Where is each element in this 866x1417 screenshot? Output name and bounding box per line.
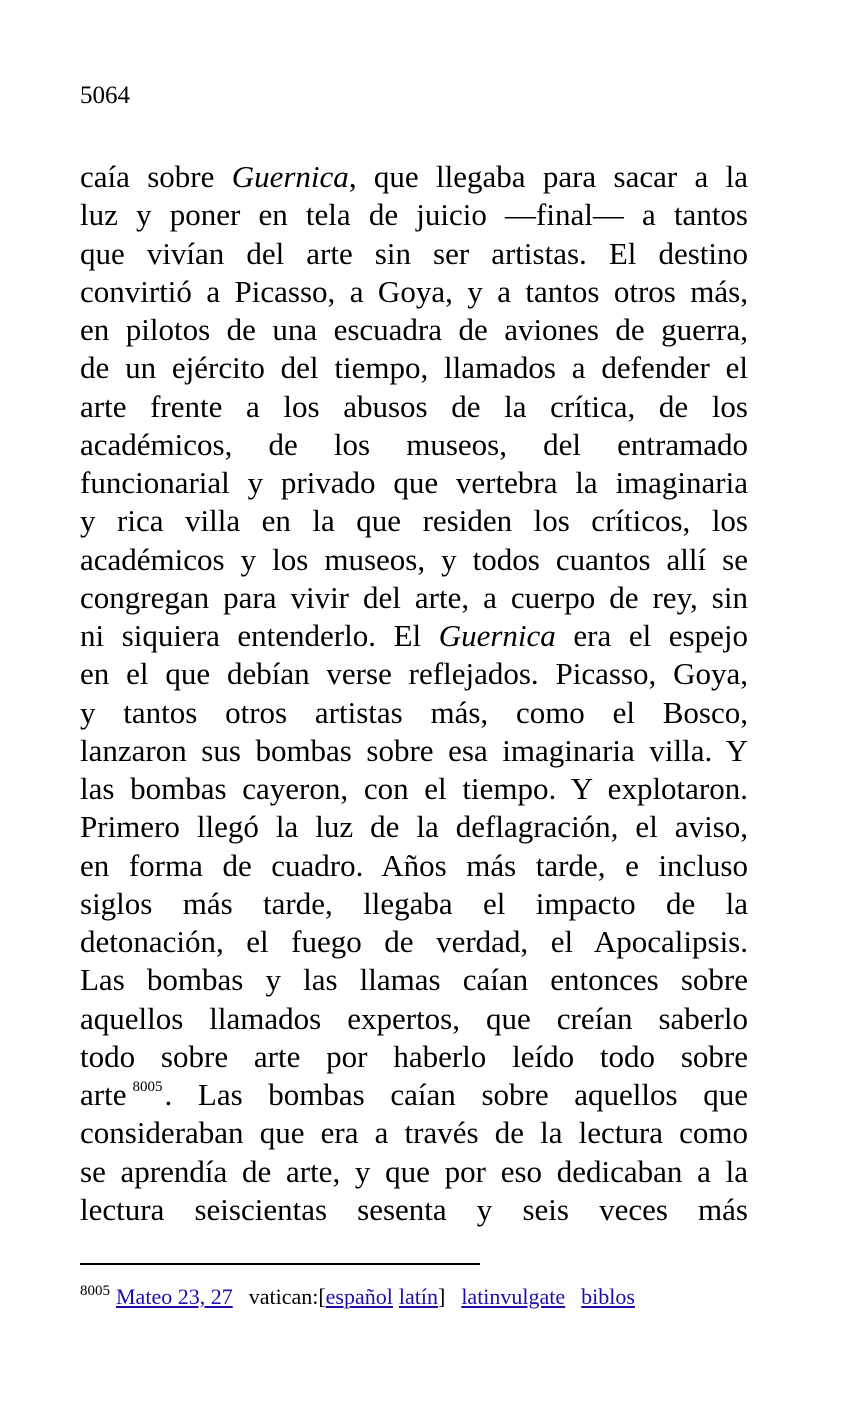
ref-line-start: arte	[80, 1077, 127, 1112]
footnote-divider	[80, 1263, 480, 1265]
text-segment: Las bombas y las llamas caían entonces sobre	[80, 962, 748, 998]
text-line	[80, 349, 748, 387]
text-line	[80, 1191, 748, 1229]
text-segment: lectura seiscientas sesenta y seis veces más	[80, 1191, 748, 1227]
text-segment: que vivían del arte sin ser artistas. El destino	[80, 235, 748, 271]
ref-line-end: . Las bombas caían sobre aquellos que	[164, 1077, 748, 1112]
text-segment: todo sobre arte por haberlo leído todo sobre	[80, 1038, 748, 1074]
text-segment: en el que debían verse reflejados. Picasso, Goya,	[80, 656, 748, 692]
text-segment: las bombas cayeron, con el tiempo. Y explotaron.	[80, 771, 748, 806]
text-line	[80, 541, 748, 579]
text-line	[80, 235, 748, 273]
text-segment: arte frente a los abusos de la crítica, de los	[80, 388, 748, 424]
paragraph-lines	[80, 158, 748, 1076]
text-line	[80, 1000, 748, 1038]
footnote-number: 8005	[80, 1283, 110, 1299]
text-segment: lanzaron sus bombas sobre esa imaginaria villa. Y	[80, 732, 748, 768]
text-line	[80, 732, 748, 770]
footnote-link-espanol[interactable]: español	[325, 1284, 393, 1309]
text-segment: consideraban que era a través de la lectura como	[80, 1115, 748, 1151]
text-line	[80, 426, 748, 464]
text-line	[80, 961, 748, 999]
text-line	[80, 847, 748, 885]
text-line	[80, 1114, 748, 1152]
text-segment: funcionarial y privado que vertebra la imaginaria	[80, 465, 748, 500]
body-text	[80, 158, 748, 1229]
italic-title: Guernica	[438, 618, 556, 653]
text-segment: en forma de cuadro. Años más tarde, e incluso	[80, 847, 748, 883]
footnote-link-latinvulgate[interactable]: latinvulgate	[461, 1284, 566, 1309]
text-line	[80, 196, 748, 234]
text-segment: y tantos otros artistas más, como el Bosco,	[80, 694, 748, 730]
text-line	[80, 273, 748, 311]
paragraph-lines-continued	[80, 1114, 748, 1229]
text-line	[80, 388, 748, 426]
text-line	[80, 1038, 748, 1076]
text-line	[80, 617, 748, 655]
page-number: 5064	[80, 82, 130, 109]
text-segment: era el espejo	[555, 618, 748, 653]
text-segment: aquellos llamados expertos, que creían saberlo	[80, 1000, 748, 1036]
text-segment: convirtió a Picasso, a Goya, y a tantos otros más,	[80, 273, 748, 309]
text-segment: en pilotos de una escuadra de aviones de guerra,	[80, 312, 748, 347]
footnote-link-mateo[interactable]: Mateo 23, 27	[116, 1284, 233, 1309]
text-segment: , que llegaba para sacar a la	[348, 159, 748, 194]
text-segment: detonación, el fuego de verdad, el Apocalipsis.	[80, 924, 748, 959]
text-line	[80, 808, 748, 846]
italic-title: Guernica	[231, 159, 349, 194]
text-line	[80, 158, 748, 196]
text-line	[80, 770, 748, 808]
text-line	[80, 1153, 748, 1191]
text-line	[80, 579, 748, 617]
text-line	[80, 502, 748, 540]
text-segment: se aprendía de arte, y que por eso dedicaban a la	[80, 1153, 748, 1189]
footnote	[80, 1282, 635, 1312]
text-segment: ni siquiera entenderlo. El	[80, 618, 439, 653]
text-line	[80, 694, 748, 732]
text-line	[80, 655, 748, 693]
footnote-link-biblos[interactable]: biblos	[581, 1284, 635, 1309]
text-segment: caía sobre	[80, 159, 232, 194]
text-segment: siglos más tarde, llegaba el impacto de la	[80, 885, 748, 921]
text-segment: de un ejército del tiempo, llamados a defender el	[80, 350, 748, 386]
text-segment: académicos y los museos, y todos cuantos allí se	[80, 541, 748, 577]
vatican-bracket-close: ]	[437, 1284, 446, 1309]
footnote-reference[interactable]: 8005	[132, 1079, 163, 1095]
text-segment: académicos, de los museos, del entramado	[80, 426, 748, 462]
text-line	[80, 885, 748, 923]
text-segment: y rica villa en la que residen los críticos, los	[80, 503, 748, 539]
text-line	[80, 311, 748, 349]
text-line	[80, 464, 748, 502]
vatican-label: vatican:[	[248, 1284, 326, 1309]
text-line-with-reference	[80, 1076, 748, 1114]
text-segment: luz y poner en tela de juicio —final— a tantos	[80, 197, 748, 233]
footnote-link-latin[interactable]: latín	[398, 1284, 438, 1309]
text-line	[80, 923, 748, 961]
text-segment: Primero llegó la luz de la deflagración, el aviso,	[80, 809, 748, 845]
text-segment: congregan para vivir del arte, a cuerpo de rey, sin	[80, 579, 748, 615]
